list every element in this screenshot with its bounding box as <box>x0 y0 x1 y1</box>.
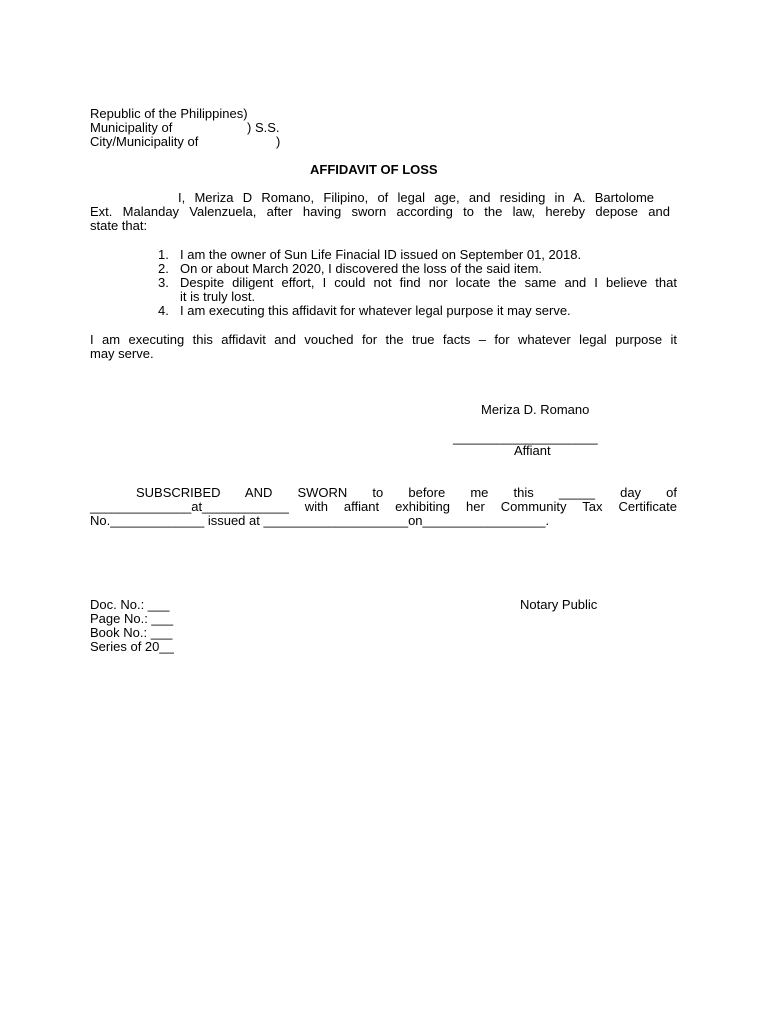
page-no: Page No.: ___ <box>90 611 174 626</box>
header-city-paren: ) <box>276 134 281 149</box>
list-item-number: 3. <box>158 275 169 290</box>
book-no: Book No.: ___ <box>90 625 173 640</box>
list-item-text-continued: it is truly lost. <box>180 289 256 304</box>
notary-public: Notary Public <box>520 597 598 612</box>
header-ss: ) S.S. <box>247 120 280 135</box>
header-republic: Republic of the Philippines) <box>90 106 248 121</box>
series: Series of 20__ <box>90 639 174 654</box>
list-item-text: I am executing this affidavit for whatever legal purpose it may serve. <box>180 303 571 318</box>
page-title: AFFIDAVIT OF LOSS <box>310 162 438 177</box>
list-item-number: 1. <box>158 247 169 262</box>
jurat-line-2: ______________at____________ with affiant exhibiting her Community Tax Certificate <box>90 499 677 514</box>
header-city-label: City/Municipality of <box>90 134 199 149</box>
intro-line-1: I, Meriza D Romano, Filipino, of legal age, and residing in A. Bartolome <box>178 190 654 205</box>
jurat-line-1: SUBSCRIBED AND SWORN to before me this _____ day of <box>136 485 677 500</box>
closing-line-1: I am executing this affidavit and vouched for the true facts – for whatever legal purpose it <box>90 332 677 347</box>
list-item-text: On or about March 2020, I discovered the loss of the said item. <box>180 261 543 276</box>
closing-line-2: may serve. <box>90 346 154 361</box>
signature-line: ____________________ <box>453 430 598 445</box>
affiant-label: Affiant <box>514 443 551 458</box>
list-item-text: Despite diligent effort, I could not find nor locate the same and I believe that <box>180 275 677 290</box>
header-municipality-label: Municipality of <box>90 120 173 135</box>
jurat-line-3: No._____________ issued at ____________________on_________________. <box>90 513 550 528</box>
list-item-text: I am the owner of Sun Life Finacial ID issued on September 01, 2018. <box>180 247 582 262</box>
list-item-number: 2. <box>158 261 169 276</box>
intro-line-3: state that: <box>90 218 148 233</box>
affiant-name: Meriza D. Romano <box>481 402 590 417</box>
intro-line-2: Ext. Malanday Valenzuela, after having sworn according to the law, hereby depose and <box>90 204 670 219</box>
doc-no: Doc. No.: ___ <box>90 597 170 612</box>
list-item-number: 4. <box>158 303 169 318</box>
